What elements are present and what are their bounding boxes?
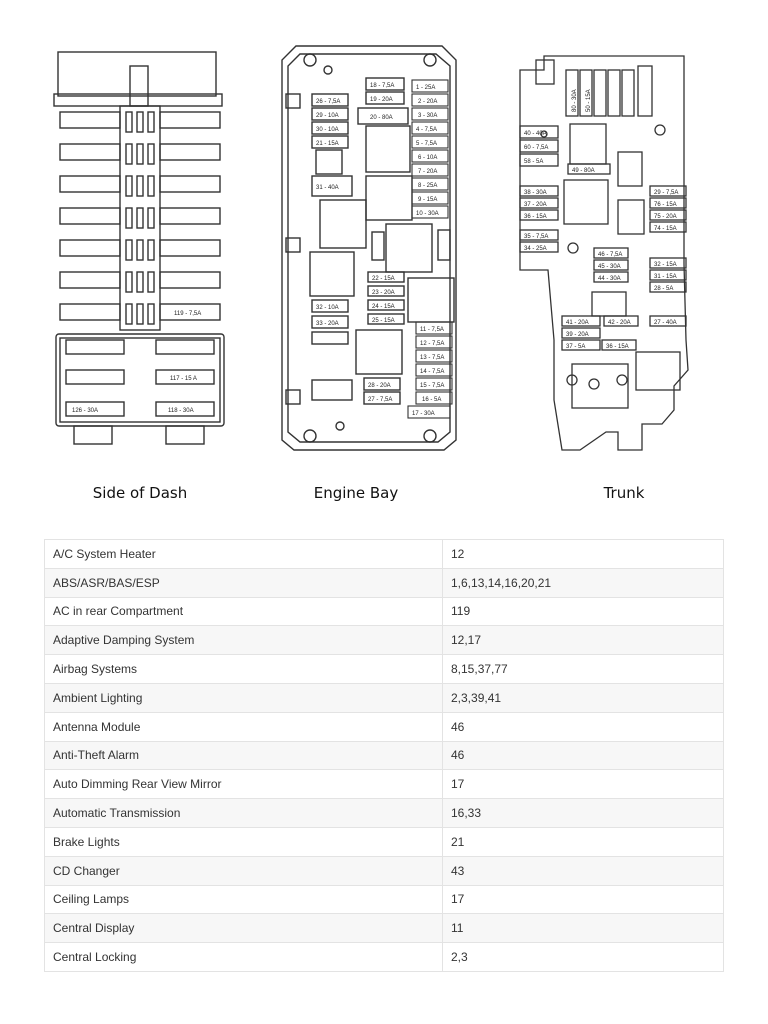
system-cell: Airbag Systems xyxy=(45,655,443,684)
trunk-label-80: 80 - 30A xyxy=(572,89,578,112)
system-cell: Central Locking xyxy=(45,943,443,972)
table-row xyxy=(45,943,724,972)
engine-label-3: 3 - 30A xyxy=(418,113,438,119)
engine-label-21: 21 - 15A xyxy=(316,141,339,147)
engine-label-33: 33 - 20A xyxy=(316,321,339,327)
trunk-label-37: 37 - 20A xyxy=(524,202,547,208)
trunk-label-28: 28 - 5A xyxy=(654,286,674,292)
table-row xyxy=(45,540,724,569)
fuses-cell: 8,15,37,77 xyxy=(443,655,724,684)
trunk-caption: Trunk xyxy=(603,484,645,502)
engine-label-5: 5 - 7,5A xyxy=(416,141,438,147)
trunk-label-58: 58 - 5A xyxy=(524,159,544,165)
engine-bay-caption: Engine Bay xyxy=(313,484,399,502)
engine-label-6: 6 - 10A xyxy=(418,155,438,161)
system-cell: ABS/ASR/BAS/ESP xyxy=(45,568,443,597)
trunk-label-76: 76 - 15A xyxy=(654,202,677,208)
trunk-label-35: 35 - 7,5A xyxy=(524,234,549,240)
engine-label-18: 18 - 7,5A xyxy=(370,83,395,89)
table-row xyxy=(45,712,724,741)
table-row xyxy=(45,885,724,914)
trunk-label-60: 60 - 7,5A xyxy=(524,145,549,151)
dash-label-118: 118 - 30A xyxy=(168,408,194,414)
trunk-diagram xyxy=(514,40,694,452)
system-cell: Adaptive Damping System xyxy=(45,626,443,655)
engine-label-28: 28 - 20A xyxy=(368,383,391,389)
table-row xyxy=(45,741,724,770)
trunk-drawing xyxy=(514,40,694,452)
engine-label-23: 23 - 20A xyxy=(372,290,395,296)
system-cell: Brake Lights xyxy=(45,827,443,856)
system-cell: Central Display xyxy=(45,914,443,943)
dash-label-126: 126 - 30A xyxy=(72,408,99,414)
system-cell: Automatic Transmission xyxy=(45,799,443,828)
trunk-label-34: 34 - 25A xyxy=(524,246,547,252)
engine-label-19: 19 - 20A xyxy=(370,97,393,103)
engine-label-2: 2 - 20A xyxy=(418,99,438,105)
engine-label-20: 20 - 80A xyxy=(370,115,393,121)
system-cell: AC in rear Compartment xyxy=(45,597,443,626)
table-row xyxy=(45,655,724,684)
fuses-cell: 46 xyxy=(443,741,724,770)
system-cell: CD Changer xyxy=(45,856,443,885)
side-of-dash-caption: Side of Dash xyxy=(92,484,188,502)
engine-label-8: 8 - 25A xyxy=(418,183,438,189)
trunk-label-75: 75 - 20A xyxy=(654,214,677,220)
table-row xyxy=(45,827,724,856)
table-row xyxy=(45,856,724,885)
fuses-cell: 21 xyxy=(443,827,724,856)
engine-label-27: 27 - 7,5A xyxy=(368,397,393,403)
fuses-cell: 17 xyxy=(443,885,724,914)
dash-label-117: 117 - 15 A xyxy=(170,376,197,382)
table-row xyxy=(45,770,724,799)
trunk-label-29: 29 - 7,5A xyxy=(654,190,679,196)
trunk-label-39: 39 - 20A xyxy=(566,332,589,338)
engine-label-15: 15 - 7,5A xyxy=(420,383,445,389)
engine-label-17: 17 - 30A xyxy=(412,411,435,417)
fuses-cell: 12 xyxy=(443,540,724,569)
engine-label-22: 22 - 15A xyxy=(372,276,395,282)
engine-label-26: 26 - 7,5A xyxy=(316,99,341,105)
trunk-label-36b: 36 - 15A xyxy=(606,344,629,350)
trunk-label-74: 74 - 15A xyxy=(654,226,677,232)
fuses-cell: 17 xyxy=(443,770,724,799)
engine-label-14: 14 - 7,5A xyxy=(420,369,445,375)
trunk-label-38: 38 - 30A xyxy=(524,190,547,196)
trunk-label-40: 40 - 40A xyxy=(524,131,547,137)
engine-label-1: 1 - 25A xyxy=(416,85,436,91)
engine-label-32: 32 - 10A xyxy=(316,305,339,311)
side-of-dash-diagram xyxy=(50,40,230,452)
fuses-cell: 11 xyxy=(443,914,724,943)
table-row xyxy=(45,568,724,597)
engine-label-13: 13 - 7,5A xyxy=(420,355,445,361)
fuses-cell: 12,17 xyxy=(443,626,724,655)
table-row xyxy=(45,914,724,943)
engine-label-7: 7 - 20A xyxy=(418,169,438,175)
side-of-dash-drawing xyxy=(50,40,230,452)
system-cell: Ceiling Lamps xyxy=(45,885,443,914)
trunk-label-50: 50 - 15A xyxy=(586,89,592,112)
engine-label-31: 31 - 40A xyxy=(316,185,339,191)
engine-label-24: 24 - 15A xyxy=(372,304,395,310)
trunk-label-27: 27 - 40A xyxy=(654,320,677,326)
table-row xyxy=(45,799,724,828)
engine-bay-drawing xyxy=(278,40,462,452)
trunk-label-46: 46 - 7,5A xyxy=(598,252,623,258)
fuses-cell: 1,6,13,14,16,20,21 xyxy=(443,568,724,597)
table-row xyxy=(45,597,724,626)
engine-label-11: 11 - 7,5A xyxy=(420,327,444,333)
engine-label-30: 30 - 10A xyxy=(316,127,339,133)
engine-label-9: 9 - 15A xyxy=(418,197,438,203)
table-row xyxy=(45,683,724,712)
fuses-cell: 46 xyxy=(443,712,724,741)
engine-bay-diagram xyxy=(278,40,462,452)
system-cell: Antenna Module xyxy=(45,712,443,741)
engine-label-4: 4 - 7,5A xyxy=(416,127,438,133)
system-cell: Anti-Theft Alarm xyxy=(45,741,443,770)
engine-label-12: 12 - 7,5A xyxy=(420,341,445,347)
trunk-label-44: 44 - 30A xyxy=(598,276,621,282)
fuses-cell: 119 xyxy=(443,597,724,626)
table-row xyxy=(45,626,724,655)
trunk-label-49: 49 - 80A xyxy=(572,168,595,174)
system-cell: A/C System Heater xyxy=(45,540,443,569)
trunk-label-37b: 37 - 5A xyxy=(566,344,586,350)
fuse-table-body xyxy=(45,540,724,972)
engine-label-29: 29 - 10A xyxy=(316,113,339,119)
system-cell: Auto Dimming Rear View Mirror xyxy=(45,770,443,799)
trunk-label-42: 42 - 20A xyxy=(608,320,631,326)
dash-label-119: 119 - 7,5A xyxy=(174,311,202,317)
trunk-label-45: 45 - 30A xyxy=(598,264,621,270)
fuses-cell: 2,3,39,41 xyxy=(443,683,724,712)
fuses-cell: 2,3 xyxy=(443,943,724,972)
fuse-table xyxy=(44,539,724,972)
engine-label-25: 25 - 15A xyxy=(372,318,395,324)
trunk-label-41: 41 - 20A xyxy=(566,320,589,326)
system-cell: Ambient Lighting xyxy=(45,683,443,712)
engine-label-10: 10 - 30A xyxy=(416,211,439,217)
trunk-label-31: 31 - 15A xyxy=(654,274,677,280)
trunk-label-32: 32 - 15A xyxy=(654,262,677,268)
fuses-cell: 16,33 xyxy=(443,799,724,828)
engine-label-16: 16 - 5A xyxy=(422,397,442,403)
trunk-label-36: 36 - 15A xyxy=(524,214,547,220)
fuses-cell: 43 xyxy=(443,856,724,885)
